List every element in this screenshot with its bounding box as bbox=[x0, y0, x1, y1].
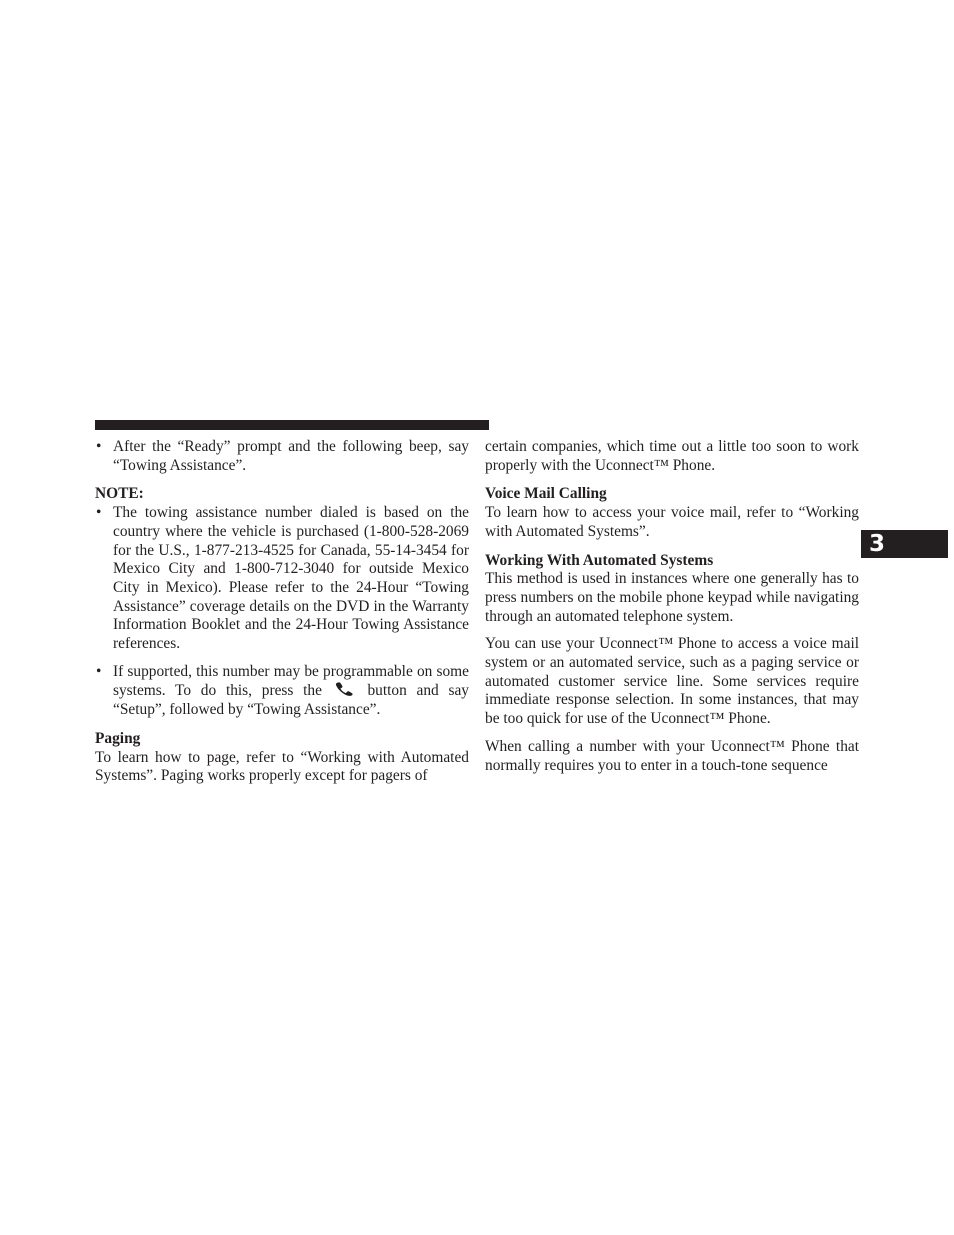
automated-text: This method is used in instances where one generally has to press numbers on the mobile phone keypad while navigating through an automated telephone system. bbox=[485, 570, 859, 625]
bullet-dot: • bbox=[96, 662, 102, 680]
bullet-item bbox=[95, 438, 469, 475]
bullet-text: The towing assistance number dialed is based on the country where the vehicle is purchased (1-800-528-2069 for the U.S., 1-877-213-4525 for Canada, 55-14-3454 for Mexico City and 1-800-712-3040 for outside Mexico City in Mexico). Please refer to the 24-Hour “Towing Assistance” coverage details on the DVD in the Warranty Information Booklet and the 24-Hour Towing Assistance references. bbox=[113, 504, 469, 653]
bullet-item bbox=[95, 504, 469, 654]
voicemail-text: To learn how to access your voice mail, refer to “Working with Automated Systems”. bbox=[485, 504, 859, 540]
bullet-text-end: button and say “Setup”, followed by “Towing Assistance”. bbox=[113, 682, 469, 719]
phone-handset-icon bbox=[334, 681, 356, 696]
left-column bbox=[95, 438, 469, 786]
right-column bbox=[485, 438, 859, 775]
bullet-dot: • bbox=[96, 504, 102, 522]
section-tab: 3 bbox=[861, 530, 948, 558]
header-rule bbox=[95, 420, 489, 430]
calling-text: When calling a number with your Uconnect™ Phone that normally requires you to enter in a touch-tone sequence bbox=[485, 737, 859, 774]
uconnect-text: You can use your Uconnect™ Phone to access a voice mail system or an automated service, such as a paging service or automated customer service line. Some services require immediate response selection. In some instances, that may be too quick for use of the Uconnect™ Phone. bbox=[485, 635, 859, 728]
continued-text: certain companies, which time out a little too soon to work properly with the Uconnect™ Phone. bbox=[485, 438, 859, 474]
bullet-dot: • bbox=[96, 438, 102, 455]
note-label: NOTE: bbox=[95, 485, 144, 503]
bullet-text-start: If supported, this number may be programmable on some systems. To do this, press the bbox=[113, 662, 469, 700]
voicemail-heading: Voice Mail Calling bbox=[485, 485, 607, 503]
automated-heading: Working With Automated Systems bbox=[485, 551, 714, 569]
paging-heading: Paging bbox=[95, 729, 141, 747]
bullet-item bbox=[95, 663, 469, 720]
bullet-text: After the “Ready” prompt and the following beep, say “Towing Assistance”. bbox=[113, 438, 469, 474]
paging-text: To learn how to page, refer to “Working with Automated Systems”. Paging works properly except for pagers of bbox=[95, 748, 469, 785]
